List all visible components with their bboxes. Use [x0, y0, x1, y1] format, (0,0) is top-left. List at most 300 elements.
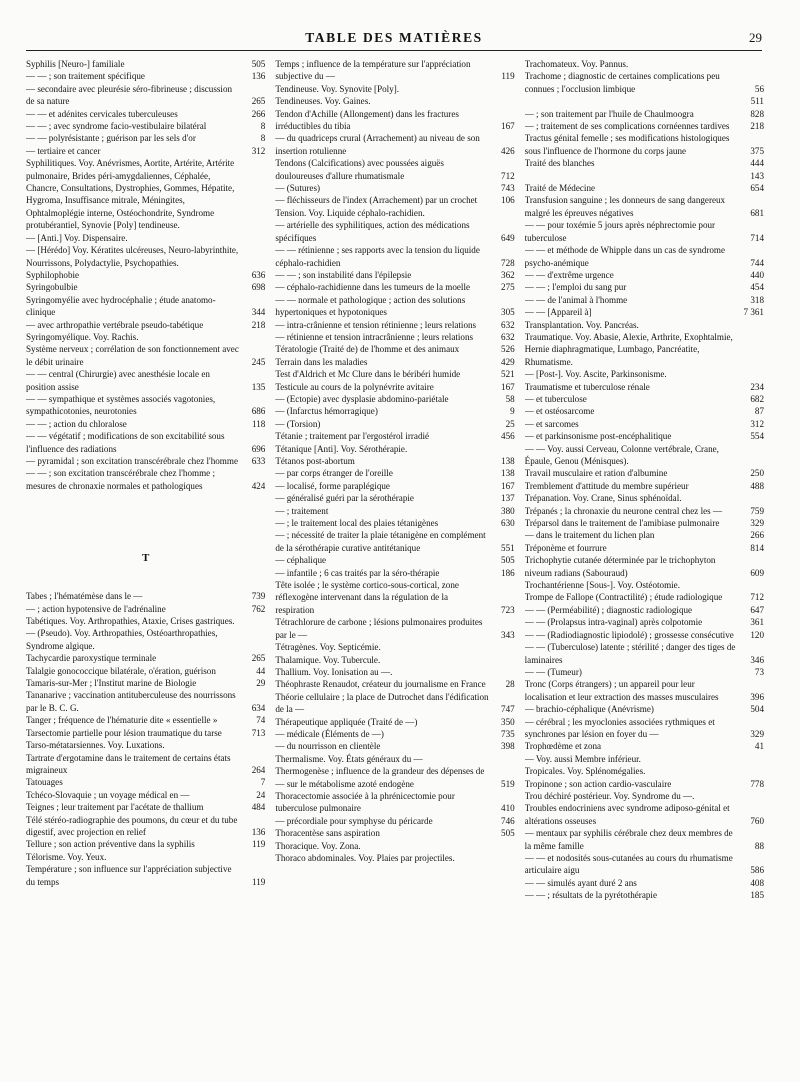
entry-text: Tachycardie paroxystique terminale [26, 653, 157, 664]
entry-text: Tension. Voy. Liquide céphalo-rachidien. [275, 207, 425, 218]
entry-text: — — (Perméabilité) ; diagnostic radiologique [524, 604, 693, 615]
entry-text: Thoracentèse sans aspiration [275, 828, 380, 839]
entry-text: — généralisé guéri par la sérothérapie [275, 493, 414, 504]
index-entry [525, 430, 764, 442]
entry-page-ref: 361 [750, 617, 764, 628]
entry-text: — — (Radiodiagnostic lipiodolé) ; grossesse consécutive [524, 629, 734, 640]
entry-text: — (Sutures) [275, 183, 321, 194]
entry-page-ref: 630 [501, 518, 515, 529]
index-entry [525, 716, 764, 741]
entry-text: — — (Prolapsus intra-vaginal) après colpotomie [524, 617, 703, 628]
entry-page-ref: 185 [750, 890, 764, 901]
index-entry [525, 70, 764, 95]
entry-text: — — Voy. aussi Cerveau, Colonne vertébrale, Crane, Épaule, Genou (Ménisques). [524, 443, 719, 466]
index-entry [275, 616, 514, 641]
index-entry [275, 393, 514, 405]
entry-page-ref: 632 [501, 331, 515, 342]
entry-page-ref: 746 [501, 815, 515, 826]
index-entry [275, 765, 514, 790]
entry-page-ref: 329 [750, 518, 764, 529]
entry-page-ref: 759 [750, 505, 764, 516]
index-entry [525, 604, 764, 616]
index-entry [275, 356, 514, 368]
entry-page-ref: 136 [251, 826, 266, 837]
entry-text: — rétinienne et tension intracrânienne ; leurs relations [275, 331, 474, 342]
entry-page-ref: 456 [501, 431, 515, 442]
entry-page-ref: 696 [251, 443, 266, 454]
entry-text: — brachio-céphalique (Anévrisme) [524, 704, 654, 715]
entry-page-ref: 511 828 [750, 96, 764, 119]
index-entry [275, 95, 514, 107]
entry-text: — artérielle des syphilitiques, action des médications spécifiques [275, 220, 470, 243]
entry-text: Tétanie ; traitement par l'ergostérol irradié [275, 431, 430, 442]
entry-text: — ; action hypotensive de l'adrénaline [26, 603, 166, 614]
entry-page-ref: 24 [256, 789, 266, 800]
entry-page-ref: 218 [750, 121, 764, 132]
page-title: TABLE DES MATIÈRES [305, 30, 483, 45]
entry-page-ref: 120 [750, 629, 764, 640]
entry-page-ref: 9 [510, 406, 515, 417]
index-entry [26, 269, 265, 281]
index-entry [525, 641, 764, 666]
entry-text: Température ; son influence sur l'appréciation subjective du temps [26, 864, 232, 887]
entry-text: Télorisme. Voy. Yeux. [26, 851, 107, 862]
index-entry [26, 752, 265, 777]
entry-page-ref: 7 [260, 777, 266, 788]
index-entry [26, 863, 265, 888]
index-entry [525, 418, 764, 430]
entry-page-ref: 647 [750, 604, 764, 615]
entry-text: — ; traitement [275, 505, 329, 516]
index-entry [525, 740, 764, 752]
entry-page-ref: 312 [251, 145, 266, 156]
entry-text: — pyramidal ; son excitation transcérébrale chez l'homme [26, 456, 238, 466]
index-entry [26, 677, 265, 689]
entry-text: — médicale (Éléments de —) [275, 728, 384, 739]
entry-text: Talalgie gonococcique bilatérale, o'ération, guérison [26, 665, 216, 676]
entry-page-ref: 28 [505, 679, 515, 690]
index-entry [275, 467, 514, 479]
entry-text: Trépanation. Voy. Crane, Sinus sphénoïdal. [524, 493, 682, 504]
index-entry [26, 739, 265, 751]
entry-page-ref: 106 [501, 195, 515, 206]
entry-text: — — ; son excitation transcérébrale chez l'homme ; mesures de chronaxie normales et pathologiques [26, 468, 216, 491]
entry-page-ref: 408 [750, 877, 764, 888]
entry-page-ref: 778 [750, 778, 764, 789]
entry-page-ref: 362 [501, 269, 515, 280]
index-entry [26, 157, 265, 231]
entry-page-ref: 633 [251, 456, 266, 466]
index-entry [26, 776, 265, 788]
entry-text: Trompe de Fallope (Contractilité) ; étude radiologique [524, 592, 723, 603]
index-entry [26, 281, 265, 293]
entry-text: Trichophytie cutanée déterminée par le trichophyton niveum radians (Sabouraud) [524, 555, 716, 578]
entry-text: Traité des blanches [524, 158, 595, 169]
index-entry [26, 343, 265, 368]
entry-text: Thoracectomie associée à la phrénicectomie pour tuberculose pulmonaire [275, 790, 455, 814]
index-entry [275, 716, 514, 728]
index-entry [275, 219, 514, 244]
entry-text: — dans le traitement du lichen plan [524, 530, 655, 541]
entry-page-ref: 609 [750, 567, 764, 578]
entry-text: Tétanos post-abortum [275, 456, 355, 466]
index-entry [525, 678, 764, 703]
entry-page-ref: 712 [501, 170, 515, 181]
entry-text: Tarso-métatarsiennes. Voy. Luxations. [26, 740, 165, 751]
index-entry [275, 157, 514, 182]
entry-text: Tétragènes. Voy. Septicémie. [275, 642, 381, 653]
entry-text: — ; le traitement local des plaies tétanigènes [275, 518, 439, 529]
entry-page-ref: 426 [501, 145, 515, 156]
entry-text: — et parkinsonisme post-encéphalitique [524, 431, 672, 442]
entry-page-ref: 444 [750, 158, 764, 169]
index-entry [26, 789, 265, 801]
index-entry [275, 505, 514, 517]
entry-page-ref: 504 [750, 704, 764, 715]
entry-text: — — d'extrême urgence [524, 269, 614, 280]
entry-text: Transfusion sanguine ; les donneurs de sang dangereux malgré les épreuves négatives [524, 195, 726, 218]
entry-text: Tendineuses. Voy. Gaines. [275, 96, 371, 107]
index-entry [525, 120, 764, 132]
index-entry [275, 343, 514, 355]
index-entry [525, 778, 764, 790]
entry-text: — — rétinienne ; ses rapports avec la tension du liquide céphalo-rachidien [275, 245, 480, 268]
index-entry [275, 492, 514, 504]
entry-page-ref: 135 [251, 381, 266, 392]
entry-text: — — végétatif ; modifications de son excitabilité sous l'influence des radiations [26, 431, 225, 454]
index-entry [26, 801, 265, 813]
entry-page-ref: 743 [501, 183, 515, 194]
index-entry [525, 219, 764, 244]
entry-page-ref: 554 [750, 431, 764, 442]
index-entry [525, 269, 764, 281]
index-entry [275, 331, 514, 343]
entry-page-ref: 682 [750, 393, 764, 404]
index-entry [26, 418, 265, 430]
entry-text: Traumatique. Voy. Abasie, Alexie, Arthrite, Exophtalmie, Hernie diaphragmatique, Lumbago, Pancréatite, Rhumatisme. [524, 331, 733, 367]
entry-page-ref: 136 [251, 71, 266, 82]
entry-text: Tellure ; son action préventive dans la syphilis [26, 839, 195, 850]
index-entry [275, 480, 514, 492]
entry-text: — — polyrésistante ; guérison par les sels d'or [26, 133, 196, 144]
index-entry [275, 790, 514, 815]
entry-page-ref: 56 [754, 83, 764, 94]
entry-text: Tréponème et fourrure [524, 542, 607, 553]
entry-text: — intra-crânienne et tension rétinienne ; leurs relations [275, 319, 477, 330]
page-header [26, 28, 762, 51]
index-entry [26, 319, 265, 331]
entry-text: — et sarcomes [524, 418, 579, 429]
entry-text: — — simulés ayant duré 2 ans [524, 877, 637, 888]
entry-page-ref: 744 [750, 257, 764, 268]
index-entry [26, 727, 265, 739]
entry-text: — — central (Chirurgie) avec anesthésie locale en position assise [26, 369, 210, 392]
entry-text: — — ; avec syndrome facio-vestibulaire bilatéral [26, 121, 207, 132]
entry-page-ref: 424 [251, 480, 266, 491]
entry-text: Trophœdème et zona [524, 741, 602, 752]
index-entry [26, 603, 265, 615]
entry-text: — — normale et pathologique ; action des solutions hypertoniques et hypotoniques [275, 294, 466, 318]
index-entry [26, 58, 265, 70]
index-entry [525, 194, 764, 219]
index-entry [275, 194, 514, 206]
entry-text: — — ; résultats de la pyrétothérapie [524, 890, 657, 901]
entry-text: — — pour toxémie 5 jours après néphrectomie pour tuberculose [524, 220, 716, 243]
entry-page-ref: 264 [251, 764, 266, 775]
entry-text: Tendineuse. Voy. Synovite [Poly]. [275, 83, 400, 94]
index-entry [525, 790, 764, 802]
entry-text: — précordiale pour symphyse du péricarde [275, 815, 433, 826]
entry-page-ref: 138 [501, 468, 515, 479]
entry-text: — — ; son traitement spécifique [26, 71, 145, 82]
entry-page-ref: 275 [501, 282, 515, 293]
index-entry [26, 689, 265, 714]
index-entry [26, 467, 265, 492]
index-entry [26, 430, 265, 455]
entry-page-ref: 484 [251, 802, 266, 813]
index-entry [275, 654, 514, 666]
entry-text: — [Anti.] Voy. Dispensaire. [26, 232, 128, 243]
index-entry [275, 405, 514, 417]
index-entry [525, 591, 764, 603]
index-entry [525, 480, 764, 492]
entry-text: — [Post-]. Voy. Ascite, Parkinsonisme. [524, 369, 667, 380]
entry-page-ref: 735 [501, 728, 515, 739]
entry-text: Trépanés ; la chronaxie du neurone central chez les — [524, 505, 723, 516]
entry-page-ref: 88 [754, 840, 764, 851]
entry-page-ref: 380 [501, 505, 515, 516]
entry-text: — — et méthode de Whipple dans un cas de syndrome psycho-anémique [524, 245, 726, 268]
entry-text: Tchéco-Slovaquie ; un voyage médical en — [26, 789, 190, 800]
entry-text: — (Pseudo). Voy. Arthropathies, Ostéoarthropathies, Syndrome algique. [26, 628, 218, 651]
entry-text: — [Hérédo] Voy. Kératites ulcéreuses, Neuro-labyrinthite, Nourrissons, Polydactylie, Psychopathies. [26, 245, 239, 268]
index-entry [26, 70, 265, 82]
index-entry [26, 652, 265, 664]
index-entry [26, 145, 265, 157]
entry-text: — — (Tuberculose) latente ; stérilité ; danger des tiges de laminaires [524, 642, 736, 665]
entry-text: Thallium. Voy. Ionisation au —. [275, 666, 393, 677]
entry-text: Tréparsol dans le traitement de l'amibiase pulmonaire [524, 518, 720, 529]
section-letter: T [141, 552, 150, 565]
index-entry [275, 281, 514, 293]
entry-page-ref: 488 [750, 480, 764, 491]
entry-text: Syringobulbie [26, 282, 78, 293]
entry-page-ref: 87 [754, 406, 764, 417]
index-entry [26, 331, 265, 343]
entry-text: Thermogenèse ; influence de la grandeur des dépenses de — sur le métabolisme azoté endogène [275, 766, 485, 789]
entry-text: — Voy. aussi Membre inférieur. [524, 753, 641, 764]
entry-page-ref: 760 [750, 815, 764, 826]
index-entry [525, 827, 764, 852]
entry-text: — — sympathique et systèmes associés vagotonies, sympathicotonies, neurotonies [26, 393, 216, 417]
entry-text: Syphilitiques. Voy. Anévrismes, Aortite, Artérite, Artérite pulmonaire, Brides péri-amygdaliennes, Céphalée, Chancre, Consultations, Dystrophies, Gommes, Hépatite, Hygroma, Insuffisance mitrale, Méningites, Ophtalmoplégie interne, Ostéochondrite, Syndrome protubérantiel, Synovie [Poly] tendineuse. [26, 158, 235, 231]
entry-text: — (Ectopie) avec dysplasie abdomino-pariétale [275, 393, 449, 404]
entry-page-ref: 266 [750, 530, 764, 541]
entry-page-ref: 143 654 [750, 170, 764, 194]
entry-page-ref: 266 [251, 108, 266, 119]
entry-page-ref: 137 [501, 493, 515, 504]
index-entry [26, 455, 265, 467]
index-entry [26, 132, 265, 144]
entry-text: Tremblement d'attitude du membre supérieur [524, 480, 689, 491]
index-entry [525, 157, 764, 169]
entry-text: Trachomateux. Voy. Pannus. [524, 59, 629, 69]
entry-text: Test d'Aldrich et Mc Clure dans le béribéri humide [275, 369, 461, 380]
entry-text: Tarsectomie partielle pour lésion traumatique du tarse [26, 727, 222, 738]
entry-text: Système nerveux ; corrélation de son fonctionnement avec le débit urinaire [26, 344, 239, 367]
entry-page-ref: 454 [750, 282, 764, 293]
entry-text: Tendon d'Achille (Allongement) dans les fractures irréductibles du tibia [275, 108, 459, 132]
entry-text: — (Infarctus hémorragique) [275, 406, 378, 417]
index-entry [275, 815, 514, 827]
entry-page-ref: 505 [501, 555, 515, 566]
index-entry [525, 467, 764, 479]
entry-page-ref: 526 [501, 344, 515, 355]
index-entry [275, 455, 514, 467]
entry-text: — — (Tumeur) [524, 666, 582, 677]
entry-page-ref: 728 [501, 257, 515, 268]
entry-text: — du quadriceps crural (Arrachement) au niveau de son insertion rotulienne [275, 133, 480, 156]
index-entry [275, 108, 514, 133]
entry-page-ref: 234 [750, 381, 764, 392]
entry-text: Tartrate d'ergotamine dans le traitement de certains états migraineux [26, 752, 231, 775]
index-entry [525, 889, 764, 901]
entry-page-ref: 119 [501, 71, 515, 82]
entry-page-ref: 440 [750, 269, 764, 280]
entry-page-ref: 73 [754, 666, 764, 677]
index-entry [525, 368, 764, 380]
entry-text: Tropicales. Voy. Splénomégalies. [524, 766, 646, 777]
entry-page-ref: 747 [501, 704, 515, 715]
entry-page-ref: 346 [750, 654, 764, 665]
entry-text: Tétanique [Anti]. Voy. Sérothérapie. [275, 443, 408, 454]
entry-text: Tropinone ; son action cardio-vasculaire [524, 778, 672, 789]
entry-page-ref: 305 [501, 307, 515, 318]
index-entry [275, 567, 514, 579]
entry-page-ref: 396 [750, 691, 764, 702]
entry-text: Syringomyélie avec hydrocéphalie ; étude anatomo-clinique [26, 294, 216, 318]
entry-page-ref: 739 [251, 591, 266, 602]
entry-page-ref: 505 [251, 59, 266, 69]
index-entry [275, 269, 514, 281]
entry-text: — — ; l'emploi du sang pur [524, 282, 627, 293]
index-column-1 [26, 58, 265, 1070]
index-entry [525, 703, 764, 715]
entry-page-ref: 250 [750, 468, 764, 479]
index-entry [525, 306, 764, 318]
entry-page-ref: 634 [251, 702, 266, 713]
index-entry [525, 331, 764, 368]
index-entry [525, 554, 764, 579]
entry-page-ref: 329 [750, 728, 764, 739]
entry-page-ref: 375 [750, 145, 764, 156]
entry-text: Thalamique. Voy. Tubercule. [275, 654, 381, 665]
index-entry [26, 244, 265, 269]
index-entry [275, 554, 514, 566]
index-entry [275, 827, 514, 839]
entry-page-ref: 398 [501, 741, 515, 752]
index-entry [26, 120, 265, 132]
entry-page-ref: 698 [251, 282, 266, 293]
entry-page-ref: 429 [501, 356, 515, 367]
entry-page-ref: 41 [754, 741, 764, 752]
entry-text: Tanger ; fréquence de l'hématurie dite « essentielle » [26, 715, 218, 726]
index-columns [26, 58, 764, 1070]
index-entry [275, 319, 514, 331]
entry-text: Tétrachlorure de carbone ; lésions pulmonaires produites par le — [275, 617, 483, 640]
index-entry [525, 542, 764, 554]
entry-text: Tamaris-sur-Mer ; l'Institut marine de Biologie [26, 678, 197, 689]
entry-page-ref: 343 [501, 629, 515, 640]
index-entry [26, 368, 265, 393]
entry-text: Tractus génital femelle ; ses modifications histologiques sous l'influence de l'hormone du corps jaune [524, 133, 730, 156]
entry-text: Traité de Médecine [524, 183, 596, 194]
index-entry [275, 678, 514, 690]
index-entry [525, 765, 764, 777]
entry-page-ref: 713 [251, 727, 266, 738]
entry-page-ref: 350 [501, 716, 515, 727]
entry-text: — fléchisseurs de l'index (Arrachement) par un crochet [275, 195, 478, 206]
index-entry [275, 753, 514, 765]
index-entry [275, 740, 514, 752]
entry-text: Théophraste Renaudot, créateur du journalisme en France [275, 679, 486, 690]
entry-text: — ; son traitement par l'huile de Chaulmoogra [524, 108, 694, 119]
entry-page-ref: 586 [750, 865, 764, 876]
index-entry [275, 641, 514, 653]
entry-page-ref: 25 [505, 418, 515, 429]
entry-page-ref: 8 [260, 121, 266, 132]
index-entry [525, 492, 764, 504]
entry-text: — ; nécessité de traiter la plaie tétanigène en complément de la sérothérapie curative antitétanique [275, 530, 486, 553]
index-entry [525, 244, 764, 269]
entry-text: — tertiaire et cancer [26, 145, 101, 156]
index-entry [525, 319, 764, 331]
index-entry [275, 852, 514, 864]
index-entry [26, 294, 265, 319]
entry-page-ref: 58 [505, 393, 515, 404]
entry-page-ref: 410 [501, 803, 515, 814]
entry-text: — — de l'animal à l'homme [524, 294, 628, 305]
entry-text: Troubles endocriniens avec syndrome adiposo-génital et altérations osseuses [524, 803, 730, 826]
entry-text: Tronc (Corps étrangers) ; un appareil pour leur localisation et leur extraction des masses musculaires [524, 679, 719, 702]
index-entry [525, 132, 764, 157]
entry-page-ref: 44 [256, 665, 266, 676]
index-entry [26, 615, 265, 627]
index-entry [275, 244, 514, 269]
entry-text: Tabétiques. Voy. Arthropathies, Ataxie, Crises gastriques. [26, 616, 235, 627]
entry-text: Travail musculaire et ration d'albumine [524, 468, 668, 479]
index-entry [26, 627, 265, 652]
entry-page-ref: 167 [501, 381, 515, 392]
index-entry [525, 529, 764, 541]
index-entry [275, 58, 514, 83]
entry-text: Trou déchiré postérieur. Voy. Syndrome du —. [524, 790, 695, 801]
index-entry [275, 83, 514, 95]
entry-text: — — et nodosités sous-cutanées au cours du rhumatisme articulaire aigu [524, 853, 733, 876]
entry-page-ref: 636 [251, 269, 266, 280]
entry-text: Tête isolée ; le système cortico-sous-cortical, zone réflexogène intervenant dans la régulation de la respiration [275, 580, 459, 615]
entry-text: Tabes ; l'hématémèse dans le — [26, 591, 143, 602]
entry-text: — cérébral ; les myoclonies associées rythmiques et synchrones par lésion en foyer du — [524, 716, 715, 739]
index-entry [525, 517, 764, 529]
index-entry [275, 529, 514, 554]
entry-page-ref: 7 361 [743, 307, 764, 318]
index-entry [26, 590, 265, 602]
entry-page-ref: 318 [750, 294, 764, 305]
entry-text: — — ; action du chloralose [26, 418, 127, 429]
entry-text: — — [Appareil à] [524, 307, 592, 318]
entry-text: Transplantation. Voy. Pancréas. [524, 319, 639, 330]
